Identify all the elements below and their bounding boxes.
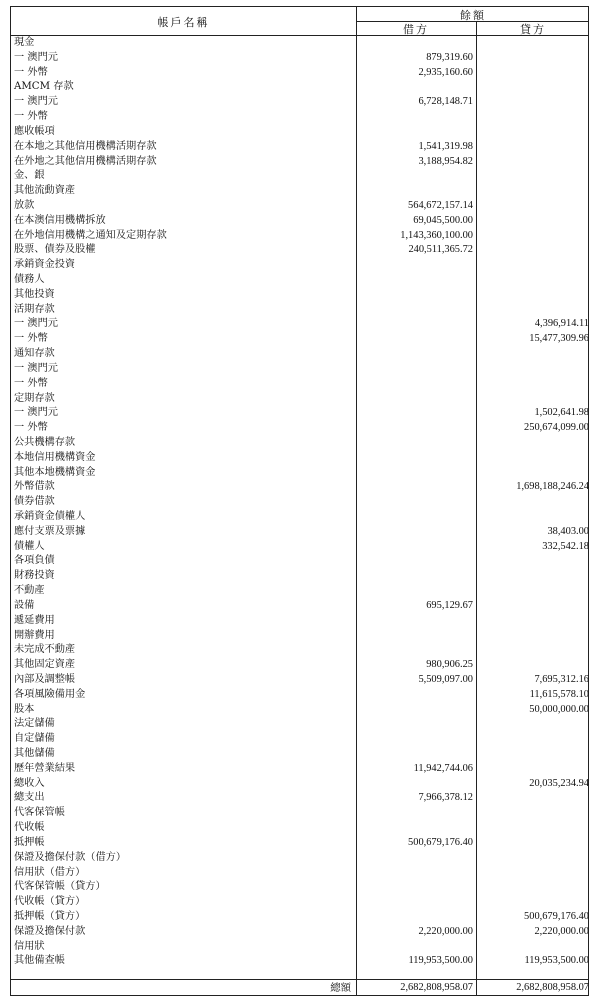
account-name: 在本地之其他信用機構活期存款 [14, 140, 157, 152]
account-name: AMCM 存款 [14, 81, 74, 93]
table-row [11, 658, 588, 673]
total-row [11, 980, 588, 996]
account-name: 信用狀（借方） [14, 866, 86, 878]
debit-value: 119,953,500.00 [408, 955, 473, 967]
credit-value: 20,035,234.94 [529, 777, 589, 789]
table-row [11, 910, 588, 925]
credit-value: 4,396,914.11 [534, 318, 589, 330]
table-row [11, 806, 588, 821]
credit-value: 119,953,500.00 [524, 955, 589, 967]
account-name: 設備 [14, 599, 35, 611]
table-row [11, 110, 588, 125]
account-name: 一 澳門元 [14, 407, 58, 419]
account-name: 自定儲備 [14, 733, 55, 745]
table-row [11, 362, 588, 377]
table-row [11, 836, 588, 851]
account-name: 不動產 [14, 585, 45, 597]
table-row [11, 243, 588, 258]
account-name: 代客保管帳 [14, 807, 65, 819]
table-row [11, 184, 588, 199]
account-name: 開辦費用 [14, 629, 55, 641]
table-row [11, 599, 588, 614]
account-name: 在外地之其他信用機構活期存款 [14, 155, 157, 167]
table-row [11, 747, 588, 762]
debit-value: 11,942,744.06 [413, 762, 473, 774]
account-name: 一 澳門元 [14, 362, 58, 374]
account-name: 通知存款 [14, 348, 55, 360]
table-row [11, 317, 588, 332]
account-name: 本地信用機構資金 [14, 451, 96, 463]
table-row [11, 688, 588, 703]
account-name: 其他投資 [14, 288, 55, 300]
debit-value: 879,319.60 [426, 51, 473, 63]
account-name: 一 外幣 [14, 333, 48, 345]
debit-value: 7,966,378.12 [418, 792, 473, 804]
account-name: 遞延費用 [14, 614, 55, 626]
table-row [11, 673, 588, 688]
table-row [11, 540, 588, 555]
account-name: 保證及擔保付款（借方） [14, 851, 127, 863]
account-name: 法定儲備 [14, 718, 55, 730]
header-credit: 貸方 [520, 23, 546, 36]
table-row [11, 717, 588, 732]
table-row [11, 762, 588, 777]
table-row [11, 525, 588, 540]
account-name: 內部及調整帳 [14, 673, 76, 685]
account-name: 各項風險備用金 [14, 688, 86, 700]
account-name: 其他儲備 [14, 748, 55, 759]
account-name: 金、銀 [14, 170, 45, 182]
debit-value: 564,672,157.14 [408, 199, 473, 211]
table-row [11, 791, 588, 806]
header-account-name: 帳戶名稱 [157, 16, 210, 29]
table-row [11, 821, 588, 836]
account-name: 債券借款 [14, 496, 55, 508]
table-row [11, 288, 588, 303]
table-row [11, 925, 588, 940]
account-name: 一 外幣 [14, 111, 48, 123]
table-row [11, 125, 588, 140]
table-row [11, 866, 588, 881]
credit-value: 2,220,000.00 [534, 925, 589, 937]
table-row [11, 51, 588, 66]
table-row [11, 643, 588, 658]
table-row [11, 436, 588, 451]
account-name: 保證及擔保付款 [14, 925, 86, 937]
table-row [11, 569, 588, 584]
credit-value: 500,679,176.40 [524, 910, 589, 922]
credit-value: 15,477,309.96 [529, 333, 589, 345]
account-name: 一 外幣 [14, 66, 48, 78]
account-name: 在外地信用機構之通知及定期存款 [14, 229, 167, 241]
account-name: 財務投資 [14, 570, 55, 582]
table-row [11, 347, 588, 362]
account-name: 代客保管帳（貸方） [14, 881, 106, 893]
account-name: 一 澳門元 [14, 318, 58, 330]
credit-value: 1,502,641.98 [534, 407, 589, 419]
account-name: 總支出 [14, 792, 45, 804]
table-row [11, 406, 588, 421]
table-row [11, 480, 588, 495]
table-row [11, 495, 588, 510]
table-row [11, 466, 588, 481]
table-row [11, 140, 588, 155]
account-name: 在本澳信用機構拆放 [14, 214, 106, 226]
table-row [11, 229, 588, 244]
table-row [11, 199, 588, 214]
debit-value: 6,728,148.71 [418, 96, 473, 108]
table-row [11, 614, 588, 629]
total-debit: 2,682,808,958.07 [400, 982, 473, 993]
debit-value: 69,045,500.00 [413, 214, 473, 226]
account-name: 其他固定資產 [14, 659, 76, 671]
account-name: 一 澳門元 [14, 96, 58, 108]
table-row [11, 377, 588, 392]
account-name: 其他備查帳 [14, 955, 65, 967]
account-name: 放款 [14, 199, 35, 211]
account-name: 一 外幣 [14, 422, 48, 434]
table-row [11, 732, 588, 747]
debit-value: 695,129.67 [426, 599, 473, 611]
table-row [11, 895, 588, 910]
account-name: 債權人 [14, 540, 45, 552]
debit-value: 5,509,097.00 [418, 673, 473, 685]
account-name: 抵押帳（貸方） [14, 910, 86, 922]
credit-value: 7,695,312.16 [534, 673, 589, 685]
account-name: 總收入 [14, 777, 45, 789]
debit-value: 2,220,000.00 [418, 925, 473, 937]
account-name: 一 外幣 [14, 377, 48, 389]
account-name: 代收帳（貸方） [14, 896, 86, 908]
account-name: 各項負債 [14, 555, 55, 567]
table-row [11, 80, 588, 95]
table-row [11, 703, 588, 718]
table-row [11, 36, 588, 51]
account-name: 股本 [14, 703, 35, 715]
debit-value: 1,143,360,100.00 [400, 229, 473, 241]
account-name: 信用狀 [14, 940, 45, 952]
table-row [11, 258, 588, 273]
header-balance: 餘額 [460, 9, 486, 22]
debit-value: 980,906.25 [426, 659, 473, 671]
debit-value: 240,511,365.72 [408, 244, 473, 256]
account-name: 一 澳門元 [14, 51, 58, 63]
debit-value: 2,935,160.60 [418, 66, 473, 78]
table-row [11, 332, 588, 347]
credit-value: 332,542.18 [542, 540, 589, 552]
table-row [11, 66, 588, 81]
total-credit: 2,682,808,958.07 [516, 982, 589, 993]
account-name: 未完成不動產 [14, 644, 76, 656]
ledger-rows [11, 36, 588, 969]
table-row [11, 629, 588, 644]
debit-value: 500,679,176.40 [408, 836, 473, 848]
table-row [11, 155, 588, 170]
table-row [11, 851, 588, 866]
account-name: 承銷資金債權人 [14, 511, 86, 522]
table-row [11, 880, 588, 895]
table-row [11, 392, 588, 407]
account-name: 應付支票及票據 [14, 525, 86, 537]
account-name: 其他流動資產 [14, 185, 76, 197]
debit-value: 3,188,954.82 [418, 155, 473, 167]
table-row [11, 510, 588, 525]
total-label: 總額 [330, 982, 351, 994]
ledger-table [10, 6, 589, 996]
table-row [11, 273, 588, 288]
table-row [11, 303, 588, 318]
debit-value: 1,541,319.98 [418, 140, 473, 152]
account-name: 抵押帳 [14, 836, 45, 848]
account-name: 承銷資金投資 [14, 259, 76, 271]
credit-value: 1,698,188,246.24 [516, 481, 589, 493]
credit-value: 50,000,000.00 [529, 703, 589, 715]
credit-value: 250,674,099.00 [524, 422, 589, 434]
account-name: 公共機構存款 [14, 436, 76, 448]
account-name: 外幣借款 [14, 481, 55, 493]
table-row [11, 421, 588, 436]
table-row [11, 451, 588, 466]
account-name: 代收帳 [14, 822, 45, 834]
table-row [11, 954, 588, 969]
table-row [11, 777, 588, 792]
table-row [11, 214, 588, 229]
credit-value: 38,403.00 [547, 525, 589, 537]
table-row [11, 169, 588, 184]
account-name: 歷年營業結果 [14, 762, 76, 774]
account-name: 現金 [14, 37, 35, 48]
account-name: 股票、債券及股權 [14, 244, 96, 256]
table-row [11, 554, 588, 569]
account-name: 債務人 [14, 274, 45, 285]
table-row [11, 95, 588, 110]
table-row [11, 940, 588, 955]
account-name: 其他本地機構資金 [14, 466, 96, 478]
account-name: 定期存款 [14, 392, 55, 404]
credit-value: 11,615,578.10 [529, 688, 589, 700]
header-debit: 借方 [403, 23, 429, 36]
table-row [11, 584, 588, 599]
account-name: 活期存款 [14, 303, 55, 315]
account-name: 應收帳項 [14, 125, 55, 137]
